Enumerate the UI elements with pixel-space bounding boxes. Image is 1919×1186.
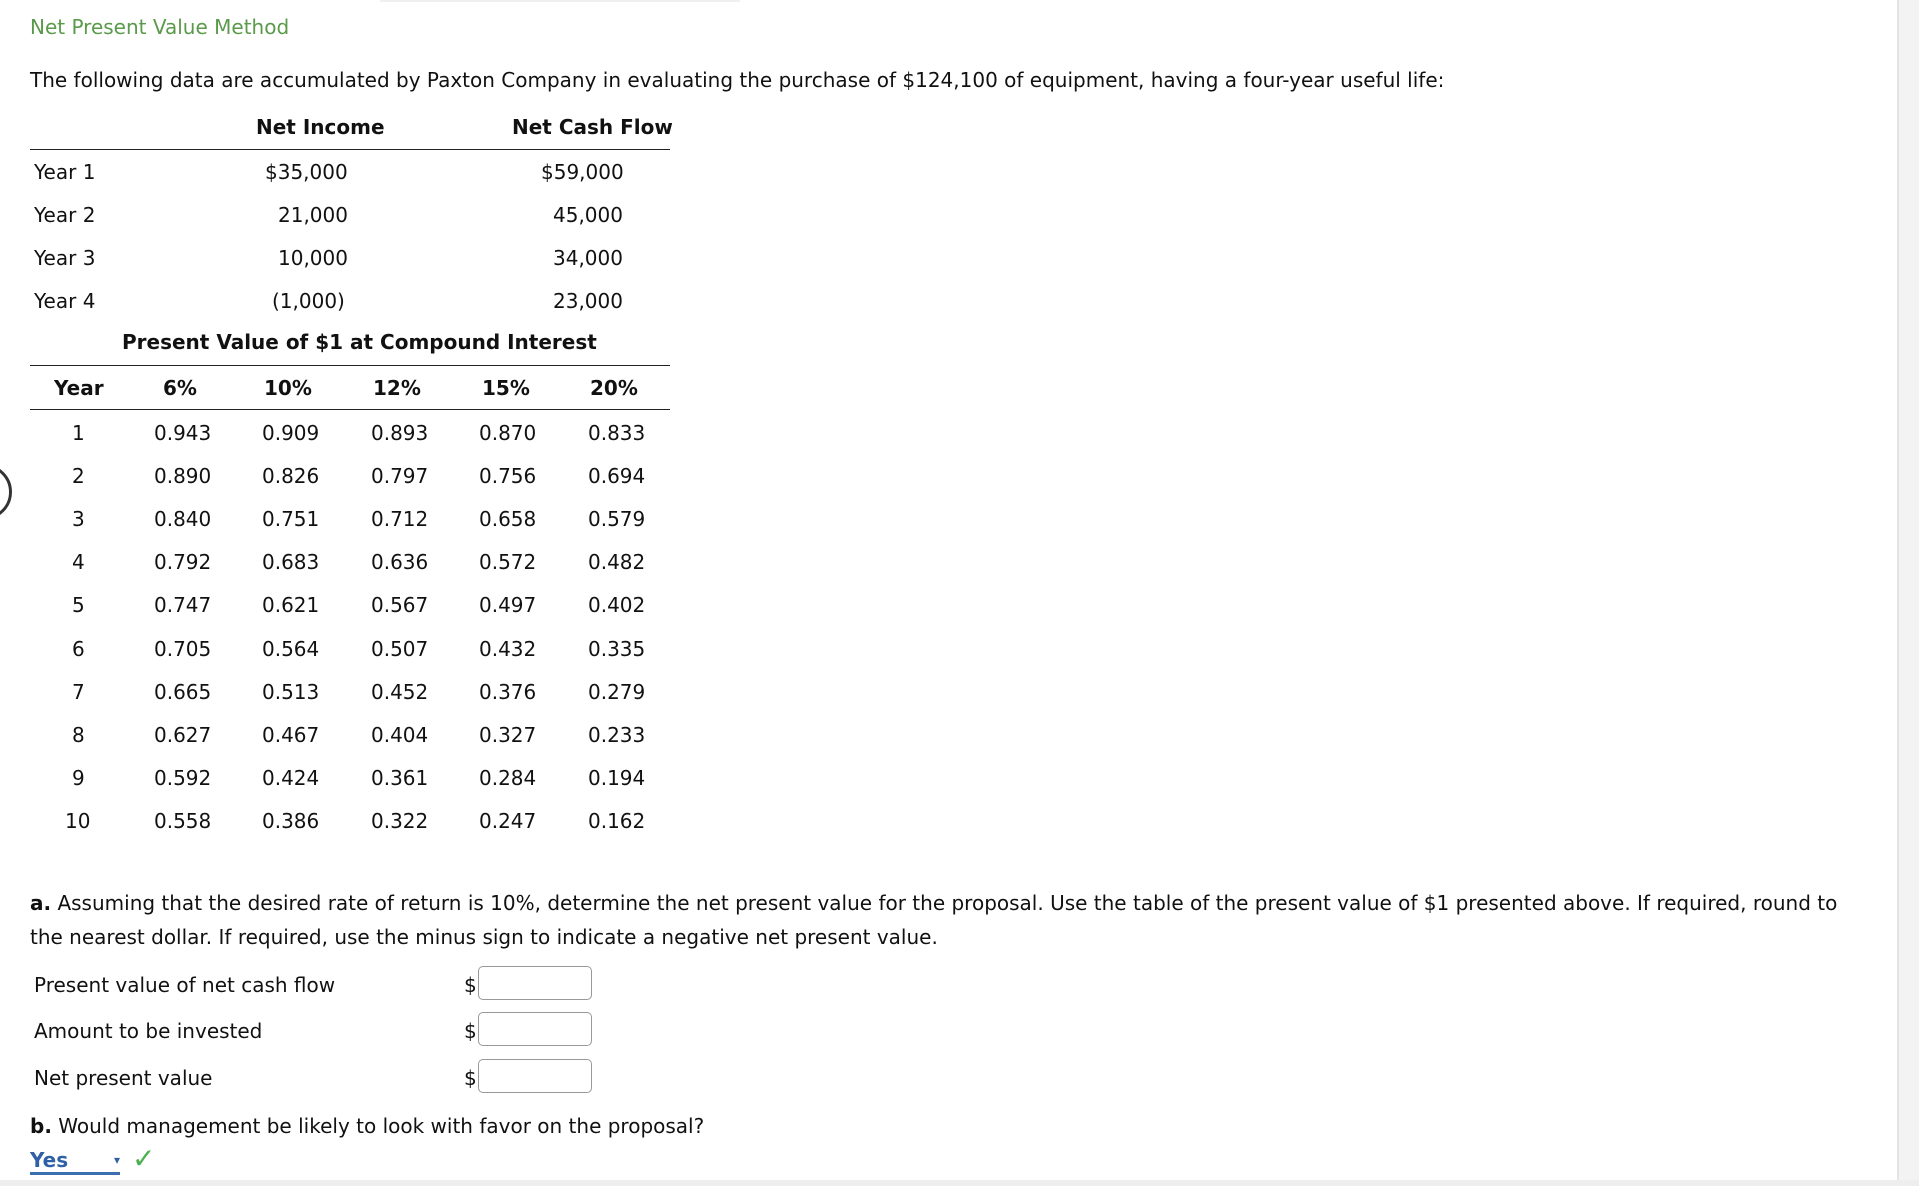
pv-value-cell: 0.284 [479, 766, 537, 790]
pv-value-cell: 0.424 [262, 766, 320, 790]
top-divider [380, 0, 740, 2]
pv-year-cell: 9 [72, 766, 85, 790]
dollar-sign: $ [464, 1066, 477, 1090]
dollar-sign: $ [464, 1019, 477, 1043]
pv-year-cell: 6 [72, 637, 85, 661]
pv-header-rate: 12% [373, 376, 421, 400]
bottom-bar [0, 1180, 1919, 1186]
pv-header-rate: 10% [264, 376, 312, 400]
pv-header-rule [30, 409, 670, 410]
cash-row-label: Year 4 [34, 289, 96, 313]
favor-select[interactable] [30, 1148, 120, 1175]
part-a-question [30, 886, 1840, 954]
cash-row-net-cash-flow: 45,000 [553, 203, 623, 227]
intro-text: The following data are accumulated by Paxton Company in evaluating the purchase of $124,100 of equipment, having a four-year useful life: [30, 68, 1445, 92]
cash-row-net-cash-flow: 23,000 [553, 289, 623, 313]
cash-row-net-cash-flow: $59,000 [541, 160, 624, 184]
pv-value-cell: 0.893 [371, 421, 429, 445]
pv-value-cell: 0.909 [262, 421, 320, 445]
page-title: Net Present Value Method [30, 15, 290, 39]
pv-value-cell: 0.579 [588, 507, 646, 531]
pv-value-cell: 0.658 [479, 507, 537, 531]
pv-value-cell: 0.233 [588, 723, 646, 747]
pv-value-cell: 0.621 [262, 593, 320, 617]
pv-year-cell: 2 [72, 464, 85, 488]
pv-value-cell: 0.683 [262, 550, 320, 574]
favor-select-value: Yes [30, 1148, 69, 1172]
pv-value-cell: 0.162 [588, 809, 646, 833]
part-a-text: Assuming that the desired rate of return is 10%, determine the net present value for the proposal. Use the table of the present value of $1 presented above. If required, round to the nearest dollar. If required, use the minus sign to indicate a negative net present value. [30, 891, 1838, 949]
pv-value-cell: 0.361 [371, 766, 429, 790]
pv-value-cell: 0.712 [371, 507, 429, 531]
pv-value-cell: 0.247 [479, 809, 537, 833]
pv-value-cell: 0.756 [479, 464, 537, 488]
pv-value-cell: 0.751 [262, 507, 320, 531]
net-present-value-label: Net present value [34, 1066, 213, 1090]
cash-row-net-income: 21,000 [278, 203, 348, 227]
pv-value-cell: 0.890 [154, 464, 212, 488]
net-cash-flow-header: Net Cash Flow [512, 115, 673, 139]
pv-value-cell: 0.870 [479, 421, 537, 445]
cash-row-net-income: 10,000 [278, 246, 348, 270]
pv-header-year: Year [54, 376, 104, 400]
part-b-label: b. [30, 1114, 52, 1138]
pv-value-cell: 0.797 [371, 464, 429, 488]
pv-net-cash-flow-input[interactable] [478, 966, 592, 1000]
pv-value-cell: 0.497 [479, 593, 537, 617]
pv-value-cell: 0.322 [371, 809, 429, 833]
pv-value-cell: 0.840 [154, 507, 212, 531]
pv-value-cell: 0.386 [262, 809, 320, 833]
pv-value-cell: 0.376 [479, 680, 537, 704]
cash-row-net-cash-flow: 34,000 [553, 246, 623, 270]
chevron-down-icon: ▾ [113, 1153, 120, 1167]
check-icon: ✓ [132, 1142, 156, 1175]
pv-value-cell: 0.694 [588, 464, 646, 488]
pv-value-cell: 0.335 [588, 637, 646, 661]
pv-year-cell: 3 [72, 507, 85, 531]
pv-top-rule [30, 365, 670, 366]
pv-value-cell: 0.572 [479, 550, 537, 574]
scrollbar-track[interactable] [1897, 0, 1919, 1186]
circle-decoration [0, 464, 12, 520]
pv-header-rate: 20% [590, 376, 638, 400]
pv-table-title: Present Value of $1 at Compound Interest [122, 330, 597, 354]
pv-year-cell: 7 [72, 680, 85, 704]
net-income-header: Net Income [256, 115, 385, 139]
pv-value-cell: 0.402 [588, 593, 646, 617]
cash-row-label: Year 3 [34, 246, 96, 270]
cash-row-label: Year 2 [34, 203, 96, 227]
pv-value-cell: 0.327 [479, 723, 537, 747]
pv-value-cell: 0.558 [154, 809, 212, 833]
pv-value-cell: 0.507 [371, 637, 429, 661]
part-b-question [30, 1112, 704, 1140]
pv-value-cell: 0.833 [588, 421, 646, 445]
pv-net-cash-flow-label: Present value of net cash flow [34, 973, 336, 997]
cash-row-net-income: (1,000) [272, 289, 345, 313]
pv-value-cell: 0.826 [262, 464, 320, 488]
amount-invested-label: Amount to be invested [34, 1019, 263, 1043]
pv-value-cell: 0.513 [262, 680, 320, 704]
pv-header-rate: 15% [482, 376, 530, 400]
dollar-sign: $ [464, 973, 477, 997]
pv-value-cell: 0.404 [371, 723, 429, 747]
pv-value-cell: 0.564 [262, 637, 320, 661]
pv-year-cell: 5 [72, 593, 85, 617]
pv-header-rate: 6% [163, 376, 197, 400]
pv-value-cell: 0.194 [588, 766, 646, 790]
pv-value-cell: 0.279 [588, 680, 646, 704]
pv-year-cell: 8 [72, 723, 85, 747]
cash-row-net-income: $35,000 [265, 160, 348, 184]
pv-year-cell: 10 [65, 809, 91, 833]
pv-value-cell: 0.665 [154, 680, 212, 704]
pv-value-cell: 0.792 [154, 550, 212, 574]
pv-year-cell: 1 [72, 421, 85, 445]
cash-row-label: Year 1 [34, 160, 96, 184]
pv-value-cell: 0.627 [154, 723, 212, 747]
amount-invested-input[interactable] [478, 1012, 592, 1046]
pv-value-cell: 0.747 [154, 593, 212, 617]
pv-year-cell: 4 [72, 550, 85, 574]
pv-value-cell: 0.705 [154, 637, 212, 661]
cash-table-rule [30, 149, 670, 150]
pv-value-cell: 0.636 [371, 550, 429, 574]
pv-value-cell: 0.452 [371, 680, 429, 704]
pv-value-cell: 0.567 [371, 593, 429, 617]
pv-value-cell: 0.592 [154, 766, 212, 790]
pv-value-cell: 0.943 [154, 421, 212, 445]
pv-value-cell: 0.482 [588, 550, 646, 574]
pv-value-cell: 0.432 [479, 637, 537, 661]
pv-value-cell: 0.467 [262, 723, 320, 747]
part-b-text: Would management be likely to look with favor on the proposal? [58, 1114, 705, 1138]
part-a-label: a. [30, 891, 52, 915]
net-present-value-input[interactable] [478, 1059, 592, 1093]
